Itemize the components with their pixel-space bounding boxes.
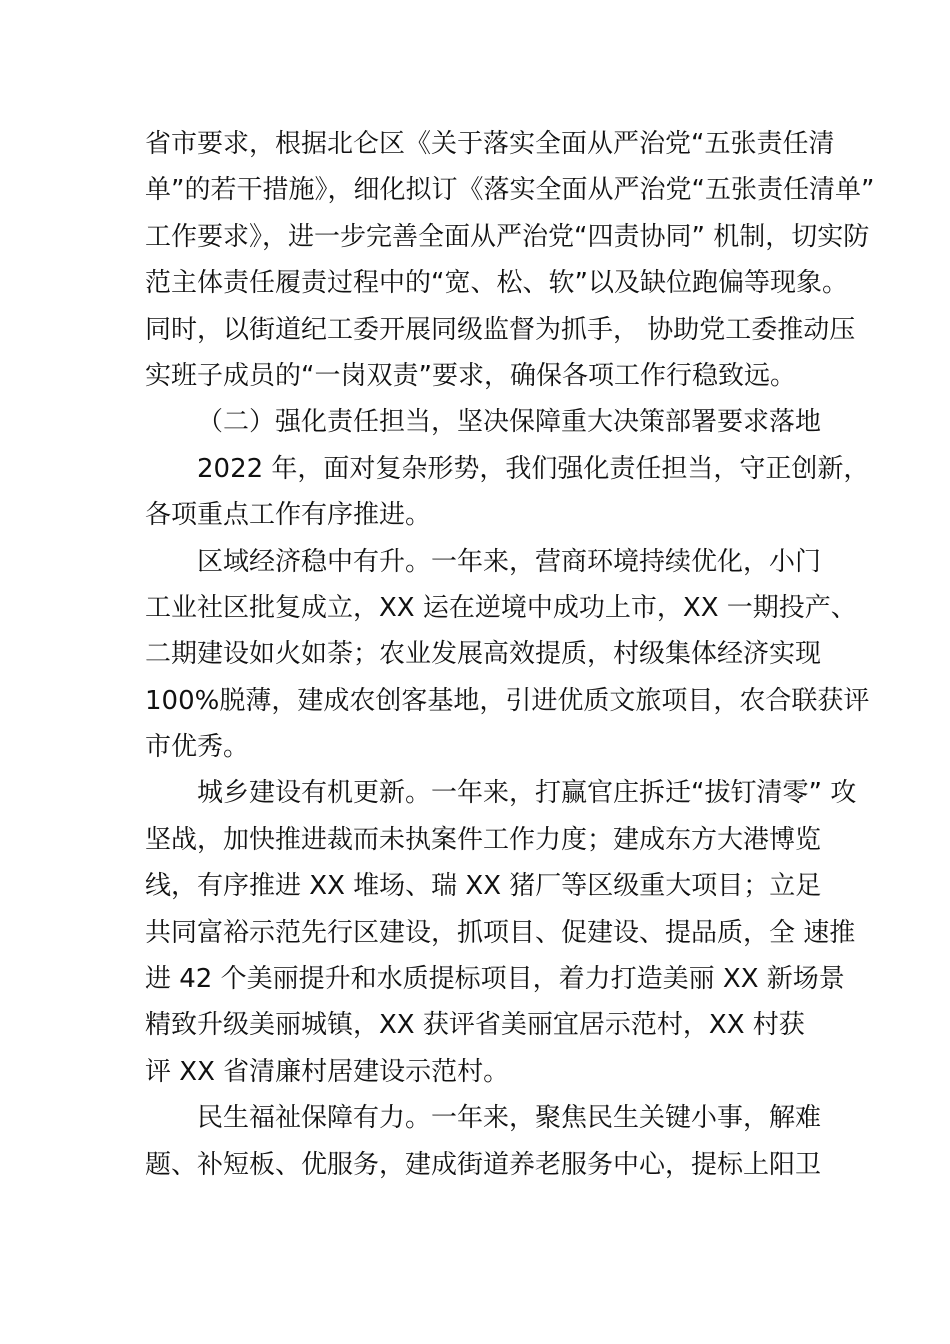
text-line: 工作要求》，进一步完善全面从严治党“四责协同” 机制，切实防	[145, 221, 870, 252]
paragraph-first-line: 区域经济稳中有升。一年来，营商环境持续优化，小门	[197, 546, 822, 577]
section-heading: （二）强化责任担当，坚决保障重大决策部署要求落地	[197, 407, 822, 438]
document-body	[145, 121, 875, 1188]
text-line: 评 XX 省清廉村居建设示范村。	[145, 1056, 510, 1087]
text-line: 精致升级美丽城镇，XX 获评省美丽宜居示范村，XX 村获	[145, 1010, 805, 1041]
text-line: 题、补短板、优服务，建成街道养老服务中心，提标上阳卫	[145, 1149, 822, 1180]
text-line: 进 42 个美丽提升和水质提标项目，着力打造美丽 XX 新场景	[145, 964, 845, 995]
paragraph-first-line: 2022 年，面对复杂形势，我们强化责任担当，守正创新，	[197, 453, 870, 484]
paragraph-first-line: 城乡建设有机更新。一年来，打赢官庄拆迁“拔钉清零” 攻	[197, 778, 857, 809]
text-line: 二期建设如火如荼；农业发展高效提质，村级集体经济实现	[145, 639, 822, 670]
text-line: 同时，以街道纪工委开展同级监督为抓手， 协助党工委推动压	[145, 314, 856, 345]
text-line: 市优秀。	[145, 732, 250, 763]
text-line: 单”的若干措施》，细化拟订《落实全面从严治党“五张责任清单”	[145, 175, 875, 206]
text-line: 线，有序推进 XX 堆场、瑞 XX 猪厂等区级重大项目；立足	[145, 871, 822, 902]
paragraph-first-line: 民生福祉保障有力。一年来，聚焦民生关键小事，解难	[197, 1103, 822, 1134]
text-line: 坚战，加快推进裁而未执案件工作力度；建成东方大港博览	[145, 824, 822, 855]
text-line: 各项重点工作有序推进。	[145, 500, 432, 531]
text-line: 省市要求，根据北仑区《关于落实全面从严治党“五张责任清	[145, 129, 835, 159]
text-line: 100%脱薄，建成农创客基地，引进优质文旅项目，农合联获评	[145, 685, 870, 716]
text-line: 共同富裕示范先行区建设，抓项目、促建设、提品质，全 速推	[145, 917, 856, 948]
text-line: 实班子成员的“一岗双责”要求，确保各项工作行稳致远。	[145, 360, 796, 391]
text-line: 范主体责任履责过程中的“宽、松、软”以及缺位跑偏等现象。	[145, 268, 848, 299]
text-line: 工业社区批复成立，XX 运在逆境中成功上市，XX 一期投产、	[145, 592, 857, 623]
